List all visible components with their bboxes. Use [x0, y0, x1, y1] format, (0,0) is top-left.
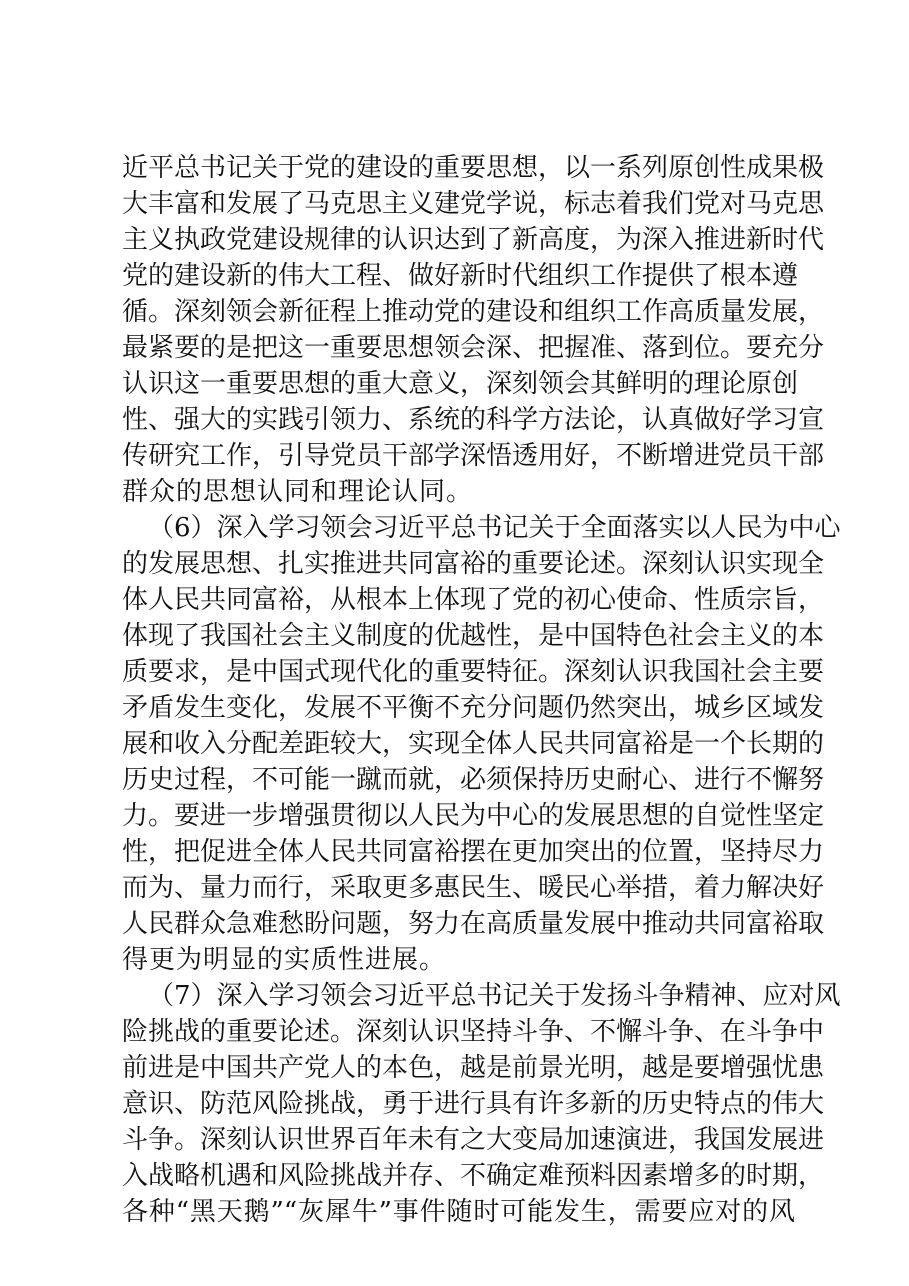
text-line: 体现了我国社会主义制度的优越性，是中国特色社会主义的本	[122, 621, 825, 651]
text-line: 斗争。深刻认识世界百年未有之大变局加速演进，我国发展进	[122, 1125, 825, 1155]
text-line: 最紧要的是把这一重要思想领会深、把握准、落到位。要充分	[122, 333, 825, 363]
text-line: 性、强大的实践引领力、系统的科学方法论，认真做好学习宣	[122, 405, 825, 435]
text-line: 体人民共同富裕，从根本上体现了党的初心使命、性质宗旨，	[122, 585, 825, 615]
text-line: 而为、量力而行，采取更多惠民生、暖民心举措，着力解决好	[122, 873, 825, 903]
text-line: 传研究工作，引导党员干部学深悟透用好，不断增进党员干部	[122, 441, 825, 471]
text-line: 前进是中国共产党人的本色，越是前景光明，越是要增强忧患	[122, 1053, 825, 1083]
text-line: 质要求，是中国式现代化的重要特征。深刻认识我国社会主要	[122, 657, 825, 687]
text-line: 党的建设新的伟大工程、做好新时代组织工作提供了根本遵	[122, 261, 799, 291]
text-line: 意识、防范风险挑战，勇于进行具有许多新的历史特点的伟大	[122, 1089, 825, 1119]
text-line: 入战略机遇和风险挑战并存、不确定难预料因素增多的时期，	[122, 1161, 825, 1191]
text-line: 力。要进一步增强贯彻以人民为中心的发展思想的自觉性坚定	[122, 801, 825, 831]
text-line: 循。深刻领会新征程上推动党的建设和组织工作高质量发展，	[122, 297, 825, 327]
paragraph-start-line: （7）深入学习领会习近平总书记关于发扬斗争精神、应对风	[148, 981, 841, 1011]
text-line: 历史过程，不可能一蹴而就，必须保持历史耐心、进行不懈努	[122, 765, 825, 795]
text-line: 矛盾发生变化，发展不平衡不充分问题仍然突出，城乡区域发	[122, 693, 825, 723]
text-line: 认识这一重要思想的重大意义，深刻领会其鲜明的理论原创	[122, 369, 799, 399]
text-line: 的发展思想、扎实推进共同富裕的重要论述。深刻认识实现全	[122, 549, 825, 579]
text-line: 险挑战的重要论述。深刻认识坚持斗争、不懈斗争、在斗争中	[122, 1017, 825, 1047]
text-line: 人民群众急难愁盼问题，努力在高质量发展中推动共同富裕取	[122, 909, 825, 939]
text-line: 性，把促进全体人民共同富裕摆在更加突出的位置，坚持尽力	[122, 837, 825, 867]
text-line: 主义执政党建设规律的认识达到了新高度，为深入推进新时代	[122, 225, 825, 255]
text-line: 群众的思想认同和理论认同。	[122, 477, 474, 507]
text-line: 大丰富和发展了马克思主义建党学说，标志着我们党对马克思	[122, 189, 825, 219]
text-line: 各种“黑天鹅”“灰犀牛”事件随时可能发生，需要应对的风	[122, 1197, 795, 1227]
text-line: 近平总书记关于党的建设的重要思想，以一系列原创性成果极	[122, 153, 825, 183]
paragraph-start-line: （6）深入学习领会习近平总书记关于全面落实以人民为中心	[148, 513, 841, 543]
text-line: 得更为明显的实质性进展。	[122, 945, 447, 975]
text-line: 展和收入分配差距较大，实现全体人民共同富裕是一个长期的	[122, 729, 825, 759]
